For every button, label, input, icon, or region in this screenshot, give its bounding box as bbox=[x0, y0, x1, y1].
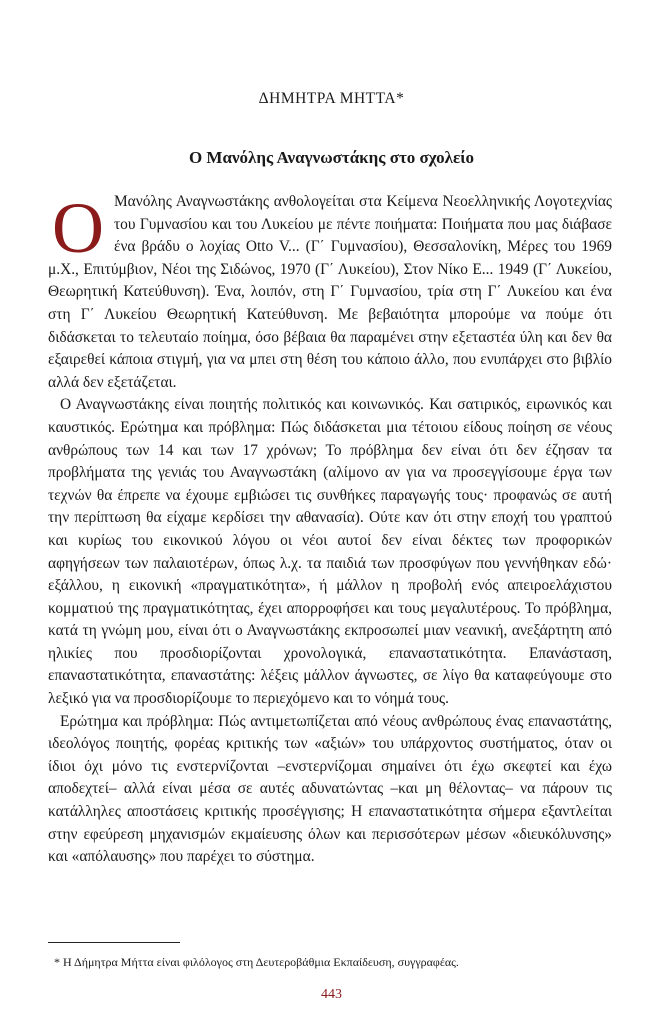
article-title: Ο Μανόλης Αναγνωστάκης στο σχολείο bbox=[188, 148, 475, 167]
page-number: 443 bbox=[321, 987, 342, 1002]
footnote: * Η Δήμητρα Μήττα είναι φιλόλογος στη Δευτεροβάθμια Εκπαίδευση, συγγραφέας. bbox=[54, 955, 459, 969]
author-name: ΔΗΜΗΤΡΑ ΜΗΤΤΑ* bbox=[258, 90, 405, 107]
paragraph-1-text: Μανόλης Αναγνωστάκης ανθολογείται στα Κείμενα Νεοελληνικής Λογοτεχνίας του Γυμνασίου και του Λυκείου με πέντε ποιήματα: Ποιήματα που μας διάβασε ένα βράδυ ο λοχίας Otto V... (Γ΄ Γυμνασίου), Θεσσαλονίκη, Μέρες του 1969 μ.Χ., Επιτύμβιον, Νέοι της Σιδώνος, 1970 (Γ΄ Λυκείου), Στον Νίκο Ε... 1949 (Γ΄ Λυκείου, Θεωρητική Κατεύθυνση). Ένα, λοιπόν, στη Γ΄ Γυμνασίου, τρία στη Γ΄ Λυκείου και ένα στη Γ΄ Λυκείου Θεωρητική Κατεύθυνση. Με βεβαιότητα μπορούμε να πούμε ότι διδάσκεται το τελευταίο ποίημα, όσο βέβαια θα παραμένει στην εξεταστέα ύλη και δεν θα εξαιρεθεί κάποια στιγμή, για να μπει στη θέση του κάποιο άλλο, που ενυπάρχει στο βιβλίο αλλά δεν εξετάζεται. bbox=[48, 193, 612, 391]
paragraph-1 bbox=[48, 188, 612, 394]
paragraph-2: Ο Αναγνωστάκης είναι ποιητής πολιτικός και κοινωνικός. Και σατιρικός, ειρωνικός και καυστικός. Ερώτημα και πρόβλημα: Πώς διδάσκεται μια τέτοιου είδους ποίηση σε νέους ανθρώπους των 14 και των 17 χρόνων; Το πρόβλημα δεν είναι ότι δεν έζησαν τα προβλήματα της γενιάς του Αναγνωστάκη (αλίμονο αν για να προσεγγίσουμε έργα των τεχνών θα έπρεπε να έχουμε εμβιώσει τις συνθήκες παραγωγής τους· προφανώς σε αυτή την περίπτωση θα είχαμε κερδίσει την αθανασία). Ούτε καν ότι στην εποχή του γραπτού και κυρίως του εικονικού λόγου οι νέοι αυτοί δεν είναι δέκτες των προφορικών αφηγήσεων των παλαιοτέρων, όπως λ.χ. τα παιδιά των προσφύγων που γεννήθηκαν εδώ· εξάλλου, η εικονική «πραγματικότητα», ή μάλλον η προβολή ενός απειροελάχιστου κομματιού της πραγματικότητας, έχει απορροφήσει και τους μεγαλυτέρους. Το πρόβλημα, κατά τη γνώμη μου, είναι ότι ο Αναγνωστάκης εκπροσωπεί μιαν νεανική, ανεξάρτητη από ηλικίες που προσδιορίζονται χρονολογικά, επαναστατικότητα. Επανάσταση, επαναστατικότητα, επαναστάτης: λέξεις μάλλον άγνωστες, σε λίγο θα καταφεύγουμε στο λεξικό για να προσδιορίζουμε το περιεχόμενο και το νόημά τους. bbox=[48, 396, 612, 708]
footnote-divider bbox=[48, 942, 180, 943]
article-body bbox=[48, 188, 612, 869]
drop-cap: Ο bbox=[52, 188, 104, 268]
paragraph-3: Ερώτημα και πρόβλημα: Πώς αντιμετωπίζεται από νέους ανθρώπους ένας επαναστάτης, ιδεολόγος ποιητής, φορέας κριτικής των «αξιών» του υπάρχοντος συστήματος, όταν οι ίδιοι όχι μόνο τις ενστερνίζονται –ενστερνίζομαι σημαίνει ότι έχω σκεφτεί και έχω αποδεχτεί– αλλά είναι μέσα σε αυτές αδυνατώντας –και μη θέλοντας– να πάρουν τις κατάλληλες αποστάσεις κριτικής προσέγγισης; Η επαναστατικότητα σήμερα εξαντλείται στην εφεύρεση μηχανισμών εκμαίευσης όλων και περισσότερων μέσων «διευκόλυνσης» και «απόλαυσης» που παρέχει το σύστημα. bbox=[48, 712, 612, 866]
